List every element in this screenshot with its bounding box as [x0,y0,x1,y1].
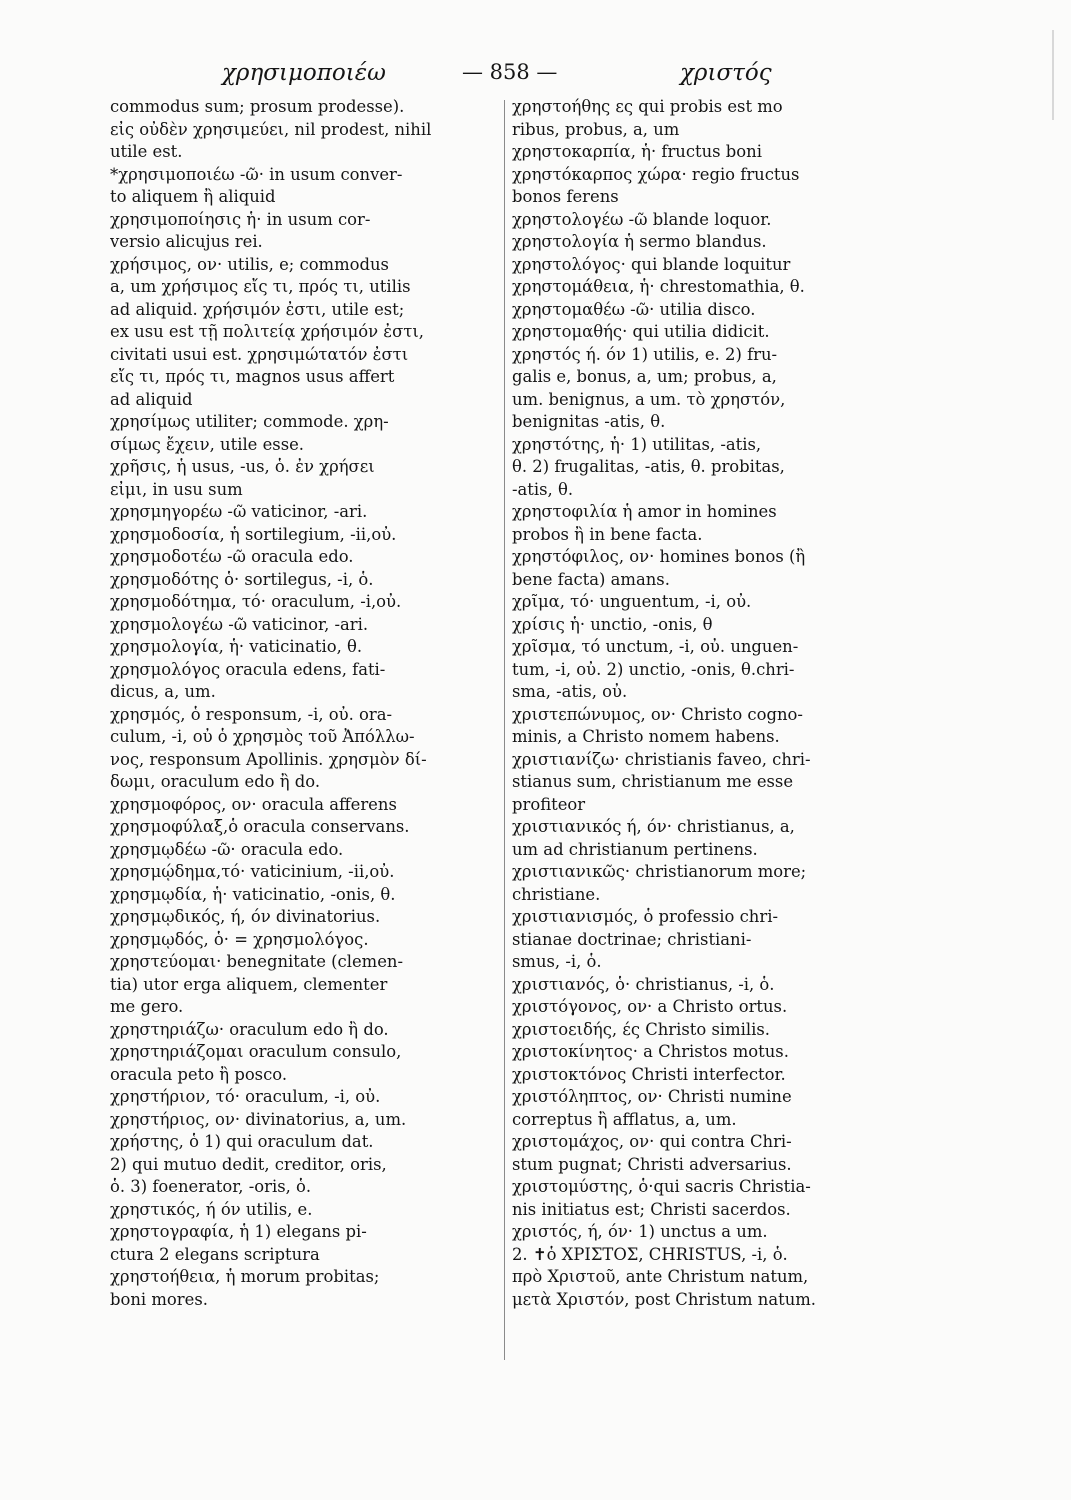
entry-line: tum, -i, οὐ. 2) unctio, -onis, θ.chri- [512,659,795,679]
entry-line: χριστιανός, ὁ· christianus, -i, ὁ. [512,974,775,994]
entry-line: χριστιανίζω· christianis faveo, chri- [512,749,811,769]
entry-line: um ad christianum pertinens. [512,839,758,859]
entry-line: a, um χρήσιμος εἴς τι, πρός τι, utilis [110,277,411,296]
entry-line: χρηστομαθής· qui utilia didicit. [512,322,770,341]
entry-line: χρησμός, ὁ responsum, -i, οὐ. ora- [110,704,393,724]
entry-line: χρησμοφόρος, ον· oracula afferens [110,794,397,814]
page-header [0,52,1071,92]
entry-line: χρηστικός, ή όν utilis, e. [110,1199,313,1219]
entry-line: bene facta) amans. [512,569,670,589]
entry-line: culum, -i, οὐ ὁ χρησμὸς τοῦ Ἀπόλλω- [110,727,415,746]
entry-line: dicus, a, um. [110,682,216,701]
header-left-guide-word: χρησιμοποιέω [222,60,386,86]
entry-line: χρηστομαθέω -ῶ· utilia disco. [512,299,756,319]
entry-line: χρηστός ή. όν 1) utilis, e. 2) fru- [512,344,778,364]
entry-line: χρησίμως utiliter; commode. χρη- [110,412,389,431]
entry-line: oracula peto ἢ posco. [110,1064,288,1084]
right-column [512,96,910,1311]
entry-line: χριστομύστης, ὁ·qui sacris Christia- [512,1177,811,1196]
entry-line: χρησμῳδός, ὁ· = χρησμολόγος. [110,929,369,949]
entry-line: χριστιανικός ή, όν· christianus, a, [512,817,795,836]
entry-line: χρηστοήθης ες qui probis est mo [512,97,783,116]
entry-line: χρίσις ἡ· unctio, -onis, θ [512,614,713,634]
entry-line: χρησμῳδέω -ῶ· oracula edo. [110,839,344,859]
entry-line: boni mores. [110,1289,208,1309]
entry-line: χρησμῴδημα,τό· vaticinium, -ii,οὐ. [110,862,395,881]
entry-line: smus, -i, ὁ. [512,952,602,971]
entry-line: δωμι, oraculum edo ἢ do. [110,772,321,791]
entry-line: χριστοκίνητος· a Christos motus. [512,1042,789,1061]
header-right-guide-word: χριστός [680,60,772,86]
entry-line: χριστόληπτος, ον· Christi numine [512,1087,792,1106]
entry-line: χρηστόφιλος, ον· homines bonos (ἢ [512,547,806,566]
entry-line: benignitas -atis, θ. [512,412,666,431]
entry-line: versio alicujus rei. [110,232,263,251]
entry-line: um. benignus, a um. τὸ χρηστόν, [512,389,786,409]
entry-line: χριστοκτόνος Christi interfector. [512,1064,786,1084]
entry-line: stum pugnat; Christi adversarius. [512,1154,792,1174]
entry-line: profiteor [512,794,586,814]
entry-line: χριστιανισμός, ὁ professio chri- [512,907,778,926]
entry-line: minis, a Christo nomem habens. [512,727,780,746]
entry-line: χρησμοφύλαξ,ὁ oracula conservans. [110,817,410,836]
entry-line: εἴς τι, πρός τι, magnos usus affert [110,367,395,386]
entry-line: stianae doctrinae; christiani- [512,929,752,949]
entry-line: χρηστεύομαι· benegnitate (clemen- [110,952,403,971]
entry-line: χρήστης, ὁ 1) qui oraculum dat. [110,1132,374,1151]
entry-line: σίμως ἔχειν, utile esse. [110,434,305,454]
entry-line: χρηστοκαρπία, ἡ· fructus boni [512,142,762,161]
entry-line: χρηστοήθεια, ἡ morum probitas; [110,1267,380,1286]
page-number: — 858 — [462,60,558,84]
entry-line: stianus sum, christianum me esse [512,772,794,791]
entry-line: -atis, θ. [512,479,574,499]
entry-line: χρηστοφιλία ἡ amor in homines [512,502,777,521]
entry-line: χρησμολόγος oracula edens, fati- [110,659,386,679]
entry-line: χρησμολογέω -ῶ vaticinor, -ari. [110,614,369,634]
entry-line: χρῆσις, ἡ usus, -us, ὁ. ἐν χρήσει [110,457,375,476]
entry-line: χρησμοδότης ὁ· sortilegus, -i, ὁ. [110,569,374,589]
entry-line: χριστομάχος, ον· qui contra Chri- [512,1132,792,1151]
entry-line: correptus ἢ afflatus, a, um. [512,1109,737,1129]
entry-line: ribus, probus, a, um [512,119,680,139]
entry-line: civitati usui est. χρησιμώτατόν ἐστι [110,344,409,364]
entry-line: χρηστότης, ἡ· 1) utilitas, -atis, [512,434,762,454]
entry-line: to aliquem ἢ aliquid [110,187,276,206]
entry-line: ὁ. 3) foenerator, -oris, ὁ. [110,1177,312,1196]
entry-line: me gero. [110,997,184,1016]
entry-line: χρησμῳδικός, ή, όν divinatorius. [110,907,381,926]
entry-line: πρὸ Χριστοῦ, ante Christum natum, [512,1267,809,1286]
entry-line: χρηστηριάζω· oraculum edo ἢ do. [110,1019,389,1039]
entry-line: utile est. [110,142,183,161]
entry-line: *χρησιμοποιέω -ῶ· in usum conver- [110,164,403,184]
entry-line: probos ἢ in bene facta. [512,524,703,544]
entry-line: εἰς οὐδὲν χρησιμεύει, nil prodest, nihil [110,119,432,139]
entry-line: χρηστολόγος· qui blande loquitur [512,254,791,274]
entry-line: χρησμολογία, ἡ· vaticinatio, θ. [110,637,363,656]
entry-line: galis e, bonus, a, um; probus, a, [512,367,777,386]
entry-line: χρησμοδοσία, ἡ sortilegium, -ii,οὐ. [110,524,397,544]
entry-line: 2. ✝ὁ ΧΡΙΣΤΟΣ, CHRISTUS, -i, ὁ. [512,1244,788,1264]
entry-line: χρησμῳδία, ἡ· vaticinatio, -onis, θ. [110,884,396,904]
entry-line: 2) qui mutuo dedit, creditor, oris, [110,1154,387,1174]
entry-line: christiane. [512,884,601,904]
entry-line: χρηστήριος, ον· divinatorius, a, um. [110,1109,407,1129]
entry-line: εἰμι, in usu sum [110,479,243,499]
entry-line: χρηστήριον, τό· oraculum, -i, οὐ. [110,1087,381,1106]
entry-line: θ. 2) frugalitas, -atis, θ. probitas, [512,457,785,476]
entry-line: χρηστηριάζομαι oraculum consulo, [110,1042,402,1061]
entry-line: χριστός, ή, όν· 1) unctus a um. [512,1222,768,1241]
entry-line: χριστεπώνυμος, ον· Christo cogno- [512,704,803,724]
column-divider [504,100,505,1360]
entry-line: νος, responsum Apollinis. χρησμὸν δί- [110,749,427,769]
entry-line: sma, -atis, οὐ. [512,682,628,701]
entry-line: χρησμηγορέω -ῶ vaticinor, -ari. [110,502,368,521]
entry-line: χρῖμα, τό· unguentum, -i, οὐ. [512,592,752,611]
entry-line: tia) utor erga aliquem, clementer [110,974,388,994]
entry-line: χριστόγονος, ον· a Christo ortus. [512,997,788,1016]
left-column [110,96,500,1311]
entry-line: ctura 2 elegans scriptura [110,1244,320,1264]
entry-line: χρηστογραφία, ἡ 1) elegans pi- [110,1222,367,1241]
entry-line: χρηστόκαρπος χώρα· regio fructus [512,164,800,184]
entry-line: bonos ferens [512,187,619,206]
entry-line: χρησμοδότημα, τό· oraculum, -i,οὐ. [110,592,402,611]
entry-line: χρηστομάθεια, ἡ· chrestomathia, θ. [512,277,805,296]
entry-line: μετὰ Χριστόν, post Christum natum. [512,1289,817,1309]
entry-line: commodus sum; prosum prodesse). [110,97,405,116]
entry-line: ex usu est τῇ πολιτείᾳ χρήσιμόν ἐστι, [110,322,424,341]
entry-line: χρησιμοποίησις ἡ· in usum cor- [110,209,371,229]
entry-line: χρηστολογία ἡ sermo blandus. [512,232,767,251]
entry-line: ad aliquid. χρήσιμόν ἐστι, utile est; [110,299,405,319]
entry-line: χρῖσμα, τό unctum, -i, οὐ. unguen- [512,637,799,656]
entry-line: χρηστολογέω -ῶ blande loquor. [512,209,772,229]
entry-line: χριστιανικῶς· christianorum more; [512,862,807,881]
entry-line: χρησμοδοτέω -ῶ oracula edo. [110,547,354,566]
entry-line: χριστοειδής, ές Christo similis. [512,1019,771,1039]
entry-line: ad aliquid [110,389,193,409]
entry-line: nis initiatus est; Christi sacerdos. [512,1199,791,1219]
entry-line: χρήσιμος, ον· utilis, e; commodus [110,254,389,274]
